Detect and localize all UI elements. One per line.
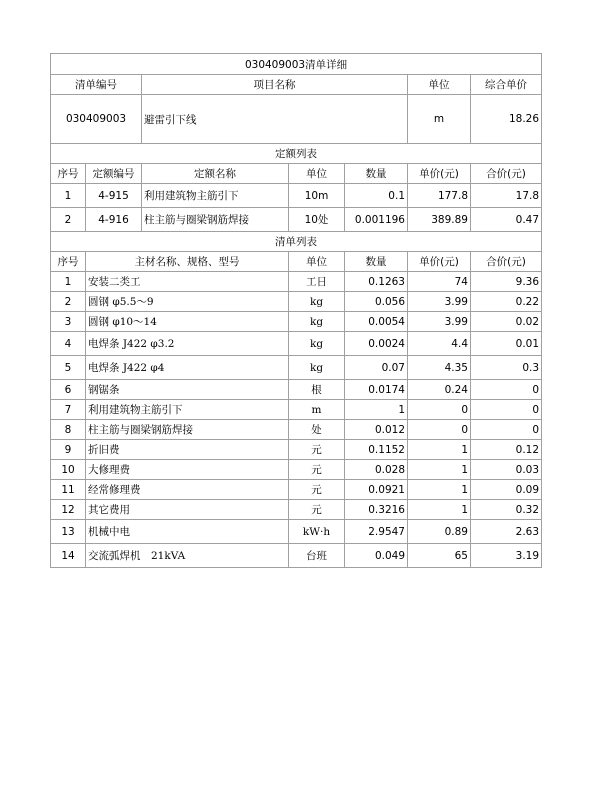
list-total: 3.19: [471, 544, 542, 568]
list-qty: 0.0174: [345, 380, 408, 400]
list-section-title: 清单列表: [51, 232, 542, 252]
list-name: 圆钢 φ5.5～9: [86, 292, 289, 312]
list-unit: 处: [289, 420, 345, 440]
list-header-row: [51, 252, 542, 272]
list-qty: 0.056: [345, 292, 408, 312]
list-no: 3: [51, 312, 86, 332]
list-total: 0.22: [471, 292, 542, 312]
quota-total: 0.47: [471, 208, 542, 232]
list-name: 安装二类工: [86, 272, 289, 292]
list-total: 0.03: [471, 460, 542, 480]
list-unit: 工日: [289, 272, 345, 292]
quota-column-header: 序号: [51, 164, 86, 184]
quota-column-header: 数量: [345, 164, 408, 184]
item-name: 避雷引下线: [142, 95, 408, 144]
header-code: 清单编号: [51, 75, 142, 95]
list-row: [51, 544, 542, 568]
list-name: 电焊条 J422 φ3.2: [86, 332, 289, 356]
quota-unit: 10m: [289, 184, 345, 208]
list-price: 3.99: [408, 292, 471, 312]
quota-column-header: 定额名称: [142, 164, 289, 184]
list-no: 8: [51, 420, 86, 440]
list-price: 74: [408, 272, 471, 292]
list-no: 4: [51, 332, 86, 356]
list-qty: 0.0921: [345, 480, 408, 500]
list-unit: kg: [289, 312, 345, 332]
quota-total: 17.8: [471, 184, 542, 208]
list-unit: kg: [289, 332, 345, 356]
list-qty: 0.07: [345, 356, 408, 380]
list-unit: 台班: [289, 544, 345, 568]
list-price: 1: [408, 460, 471, 480]
quota-name: 柱主筋与圈梁钢筋焊接: [142, 208, 289, 232]
list-price: 0: [408, 420, 471, 440]
quota-row: [51, 208, 542, 232]
list-qty: 0.0054: [345, 312, 408, 332]
list-row: [51, 460, 542, 480]
quota-qty: 0.001196: [345, 208, 408, 232]
list-no: 6: [51, 380, 86, 400]
list-qty: 0.3216: [345, 500, 408, 520]
list-price: 0.24: [408, 380, 471, 400]
list-total: 0: [471, 420, 542, 440]
list-price: 1: [408, 480, 471, 500]
list-total: 0: [471, 380, 542, 400]
list-qty: 1: [345, 400, 408, 420]
list-unit: 元: [289, 500, 345, 520]
list-price: 3.99: [408, 312, 471, 332]
list-qty: 0.1263: [345, 272, 408, 292]
quota-no: 1: [51, 184, 86, 208]
list-no: 11: [51, 480, 86, 500]
list-no: 10: [51, 460, 86, 480]
list-unit: 元: [289, 440, 345, 460]
list-qty: 0.028: [345, 460, 408, 480]
quota-row: [51, 184, 542, 208]
list-unit: 元: [289, 460, 345, 480]
list-total: 0.12: [471, 440, 542, 460]
list-column-header: 合价(元): [471, 252, 542, 272]
list-row: [51, 332, 542, 356]
list-column-header: 单价(元): [408, 252, 471, 272]
quota-no: 2: [51, 208, 86, 232]
list-name: 利用建筑物主筋引下: [86, 400, 289, 420]
list-price: 0: [408, 400, 471, 420]
header-price: 综合单价: [471, 75, 542, 95]
list-name: 经常修理费: [86, 480, 289, 500]
list-row: [51, 380, 542, 400]
item-price: 18.26: [471, 95, 542, 144]
list-name: 折旧费: [86, 440, 289, 460]
list-qty: 0.1152: [345, 440, 408, 460]
list-unit: kg: [289, 292, 345, 312]
list-qty: 2.9547: [345, 520, 408, 544]
list-row: [51, 312, 542, 332]
list-row: [51, 356, 542, 380]
list-qty: 0.0024: [345, 332, 408, 356]
quota-price: 389.89: [408, 208, 471, 232]
list-row: [51, 420, 542, 440]
list-total: 2.63: [471, 520, 542, 544]
list-row: [51, 500, 542, 520]
list-name: 电焊条 J422 φ4: [86, 356, 289, 380]
list-unit: kW·h: [289, 520, 345, 544]
list-column-header: 单位: [289, 252, 345, 272]
list-unit: 根: [289, 380, 345, 400]
list-name: 大修理费: [86, 460, 289, 480]
header-unit: 单位: [408, 75, 471, 95]
list-no: 12: [51, 500, 86, 520]
quota-code: 4-916: [86, 208, 142, 232]
list-total: 0: [471, 400, 542, 420]
quota-column-header: 单价(元): [408, 164, 471, 184]
list-name: 柱主筋与圈梁钢筋焊接: [86, 420, 289, 440]
quota-column-header: 定额编号: [86, 164, 142, 184]
quota-header-row: [51, 164, 542, 184]
list-no: 9: [51, 440, 86, 460]
list-name: 其它费用: [86, 500, 289, 520]
document-title: 030409003清单详细: [51, 54, 542, 75]
quota-code: 4-915: [86, 184, 142, 208]
list-no: 13: [51, 520, 86, 544]
quota-qty: 0.1: [345, 184, 408, 208]
list-name: 交流弧焊机 21kVA: [86, 544, 289, 568]
list-unit: 元: [289, 480, 345, 500]
list-price: 4.35: [408, 356, 471, 380]
list-no: 14: [51, 544, 86, 568]
list-price: 0.89: [408, 520, 471, 544]
list-total: 0.02: [471, 312, 542, 332]
list-column-header: 数量: [345, 252, 408, 272]
quota-name: 利用建筑物主筋引下: [142, 184, 289, 208]
list-total: 0.3: [471, 356, 542, 380]
quota-unit: 10处: [289, 208, 345, 232]
item-unit: m: [408, 95, 471, 144]
list-price: 4.4: [408, 332, 471, 356]
list-total: 0.09: [471, 480, 542, 500]
list-row: [51, 440, 542, 460]
list-column-header: 序号: [51, 252, 86, 272]
item-code: 030409003: [51, 95, 142, 144]
quota-column-header: 单位: [289, 164, 345, 184]
list-unit: m: [289, 400, 345, 420]
list-name: 机械中电: [86, 520, 289, 544]
list-price: 1: [408, 440, 471, 460]
list-row: [51, 292, 542, 312]
list-row: [51, 400, 542, 420]
list-price: 65: [408, 544, 471, 568]
quota-price: 177.8: [408, 184, 471, 208]
list-total: 0.32: [471, 500, 542, 520]
list-total: 9.36: [471, 272, 542, 292]
list-no: 2: [51, 292, 86, 312]
list-row: [51, 480, 542, 500]
list-row: [51, 520, 542, 544]
list-total: 0.01: [471, 332, 542, 356]
list-unit: kg: [289, 356, 345, 380]
list-no: 1: [51, 272, 86, 292]
header-name: 项目名称: [142, 75, 408, 95]
list-qty: 0.049: [345, 544, 408, 568]
list-qty: 0.012: [345, 420, 408, 440]
quota-column-header: 合价(元): [471, 164, 542, 184]
list-no: 7: [51, 400, 86, 420]
list-no: 5: [51, 356, 86, 380]
list-price: 1: [408, 500, 471, 520]
list-row: [51, 272, 542, 292]
list-name: 圆钢 φ10～14: [86, 312, 289, 332]
quota-section-title: 定额列表: [51, 144, 542, 164]
detail-table: [50, 53, 542, 568]
list-name: 钢锯条: [86, 380, 289, 400]
list-column-header: 主材名称、规格、型号: [86, 252, 289, 272]
